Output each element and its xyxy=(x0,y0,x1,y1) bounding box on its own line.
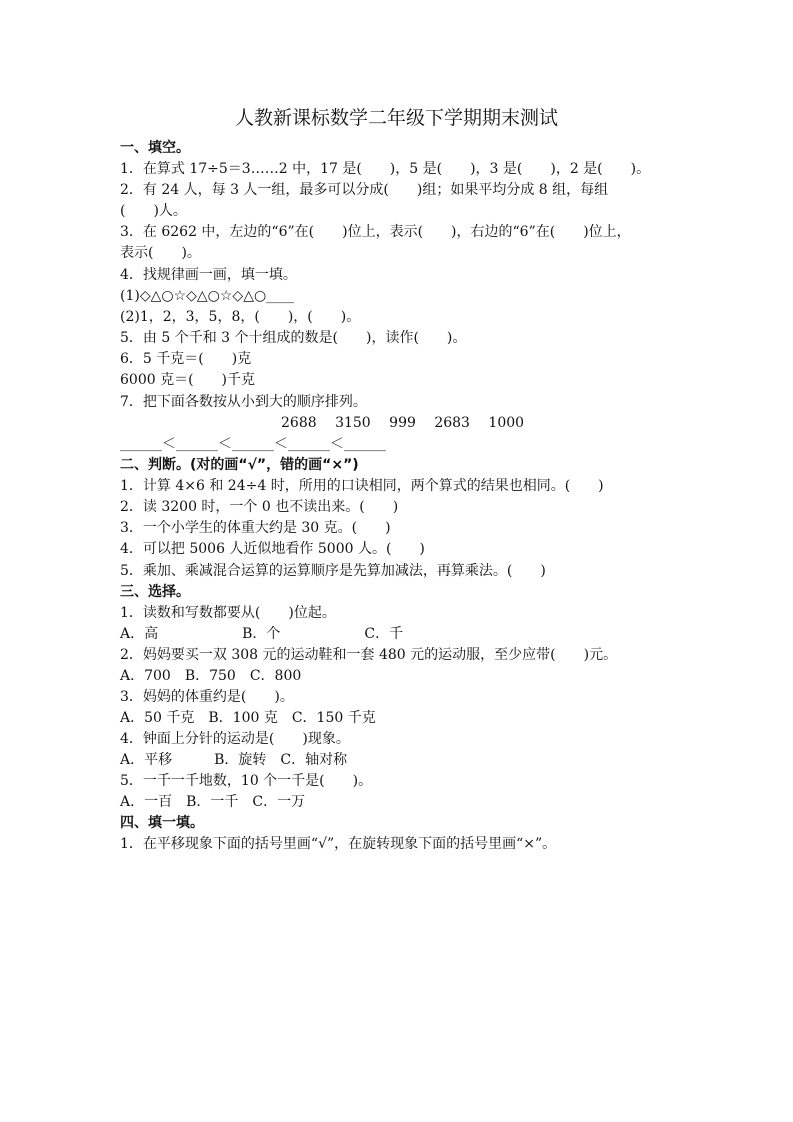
s1-question-5: 5．由 5 个千和 3 个十组成的数是( )，读作( )。 xyxy=(120,330,467,346)
s1-question-7-numbers: 2688 3150 999 2683 1000 xyxy=(281,415,525,431)
s3-question-5-options: A．一百 B．一千 C．一万 xyxy=(120,794,306,810)
s2-question-1: 1．计算 4×6 和 24÷4 时，所用的口诀相同，两个算式的结果也相同。( ) xyxy=(120,478,604,494)
s3-question-4: 4．钟面上分针的运动是( )现象。 xyxy=(120,731,350,747)
section4-heading: 四、填一填。 xyxy=(120,815,204,831)
section2-heading: 二、判断。(对的画“√”，错的画“×”) xyxy=(120,457,359,473)
s3-question-2: 2．妈妈要买一双 308 元的运动鞋和一套 480 元的运动服，至少应带( )元。 xyxy=(120,647,618,663)
s3-question-2-options: A．700 B．750 C．800 xyxy=(120,668,302,684)
page-title: 人教新课标数学二年级下学期期末测试 xyxy=(234,107,558,129)
s2-question-2: 2．读 3200 时，一个 0 也不读出来。( ) xyxy=(120,499,399,515)
s1-question-7: 7．把下面各数按从小到大的顺序排列。 xyxy=(120,394,367,410)
s2-question-5: 5．乘加、乘减混合运算的运算顺序是先算加减法，再算乘法。( ) xyxy=(120,563,546,579)
s1-question-6-cont: 6000 克＝( )千克 xyxy=(120,372,256,388)
s1-question-7-blanks: ______＜______＜______＜______＜______ xyxy=(120,436,386,452)
s1-question-4-2: (2)1，2，3，5，8，( )，( )。 xyxy=(120,309,361,325)
s3-question-3-options: A．50 千克 B．100 克 C．150 千克 xyxy=(120,710,376,726)
s1-question-1: 1．在算式 17÷5＝3……2 中，17 是( )，5 是( )，3 是( )，2 是( )。 xyxy=(120,161,651,177)
section3-heading: 三、选择。 xyxy=(120,584,190,600)
s1-question-4: 4．找规律画一画，填一填。 xyxy=(120,267,297,283)
s4-question-1: 1．在平移现象下面的括号里画“√”，在旋转现象下面的括号里画“×”。 xyxy=(120,836,557,852)
section1-heading: 一、填空。 xyxy=(120,140,190,156)
s3-question-1-options: A．高 B．个 C．千 xyxy=(120,626,404,642)
s1-question-3: 3．在 6262 中，左边的“6”在( )位上，表示( )，右边的“6”在( )位上， xyxy=(120,224,631,240)
s2-question-4: 4．可以把 5006 人近似地看作 5000 人。( ) xyxy=(120,541,425,557)
s3-question-4-options: A．平移 B．旋转 C．轴对称 xyxy=(120,752,348,768)
s1-question-4-1: (1)◇△○☆◇△○☆◇△○____ xyxy=(120,288,295,304)
s1-question-2: 2．有 24 人，每 3 人一组，最多可以分成( )组；如果平均分成 8 组，每组 xyxy=(120,182,609,198)
s3-question-5: 5．一千一千地数，10 个一千是( )。 xyxy=(120,773,373,789)
s3-question-1: 1．读数和写数都要从( )位起。 xyxy=(120,605,336,621)
s1-question-3-cont: 表示( )。 xyxy=(120,245,201,261)
s3-question-3: 3．妈妈的体重约是( )。 xyxy=(120,689,294,705)
s1-question-2-cont: ( )人。 xyxy=(120,203,187,219)
s1-question-6: 6．5 千克＝( )克 xyxy=(120,351,252,367)
s2-question-3: 3．一个小学生的体重大约是 30 克。( ) xyxy=(120,520,391,536)
